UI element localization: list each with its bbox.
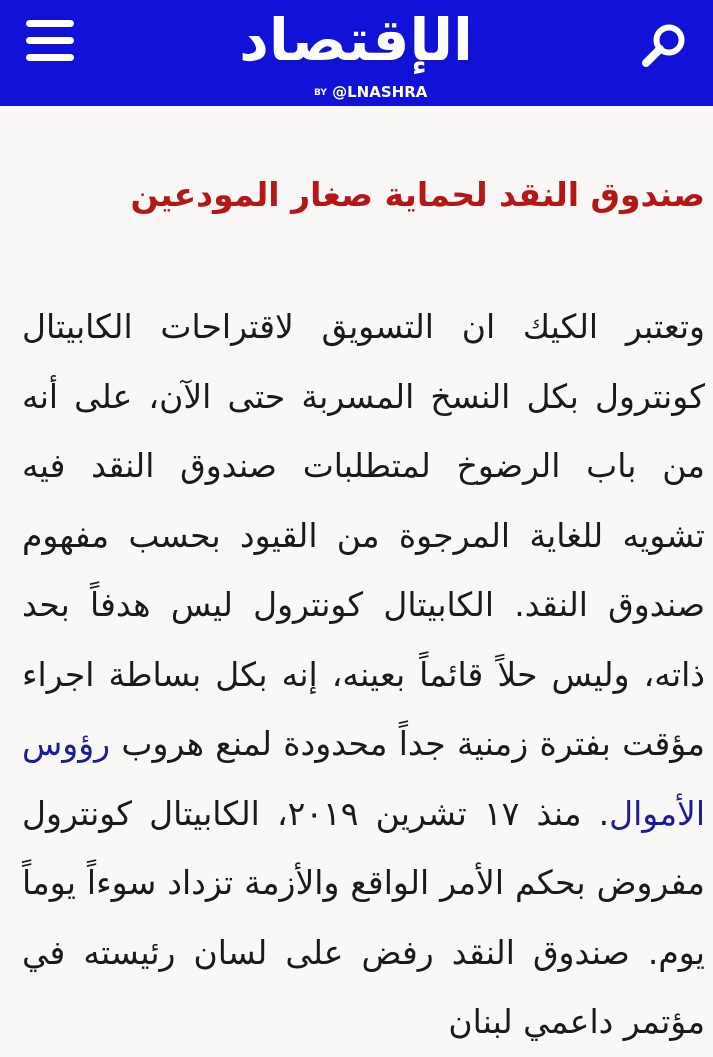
hamburger-menu-icon (26, 20, 74, 27)
logo-brand: @LNASHRA (332, 83, 428, 101)
logo-byline (314, 82, 514, 103)
search-button[interactable] (634, 14, 696, 74)
logo-by-label: BY (314, 88, 327, 98)
site-logo[interactable] (196, 4, 516, 102)
article-body-text-continued: . منذ ١٧ تشرين ٢٠١٩، الكابيتال كونترول مفروض بحكم الأمر الواقع والأزمة تزداد سوءاً يوماً يوم. صندوق النقد رفض على لسان رئيسته في مؤتمر داعمي لبنان (22, 793, 705, 1041)
hamburger-menu-icon-line (26, 54, 74, 61)
article-body (22, 292, 705, 1057)
article-body-text: وتعتبر الكيك ان التسويق لاقتراحات الكابيتال كونترول بكل النسخ المسربة حتى الآن، على أنه من باب الرضوخ لمتطلبات صندوق النقد فيه تشويه للغاية المرجوة من القيود بحسب مفهوم صندوق النقد. الكابيتال كونترول ليس هدفاً بحد ذاته، وليس حلاً قائماً بعينه، إنه بكل بساطة اجراء مؤقت بفترة زمنية جداً محدودة لمنع هروب (22, 307, 705, 763)
menu-button[interactable] (24, 18, 76, 64)
logo-title: الإقتصاد (239, 6, 473, 74)
article-link-capital[interactable]: رؤوس الأموال (22, 724, 705, 833)
hamburger-menu-icon-line (26, 37, 74, 44)
search-icon (634, 14, 696, 74)
article (22, 106, 705, 1057)
top-app-bar (0, 0, 713, 106)
article-title: صندوق النقد لحماية صغار المودعين (130, 175, 705, 214)
